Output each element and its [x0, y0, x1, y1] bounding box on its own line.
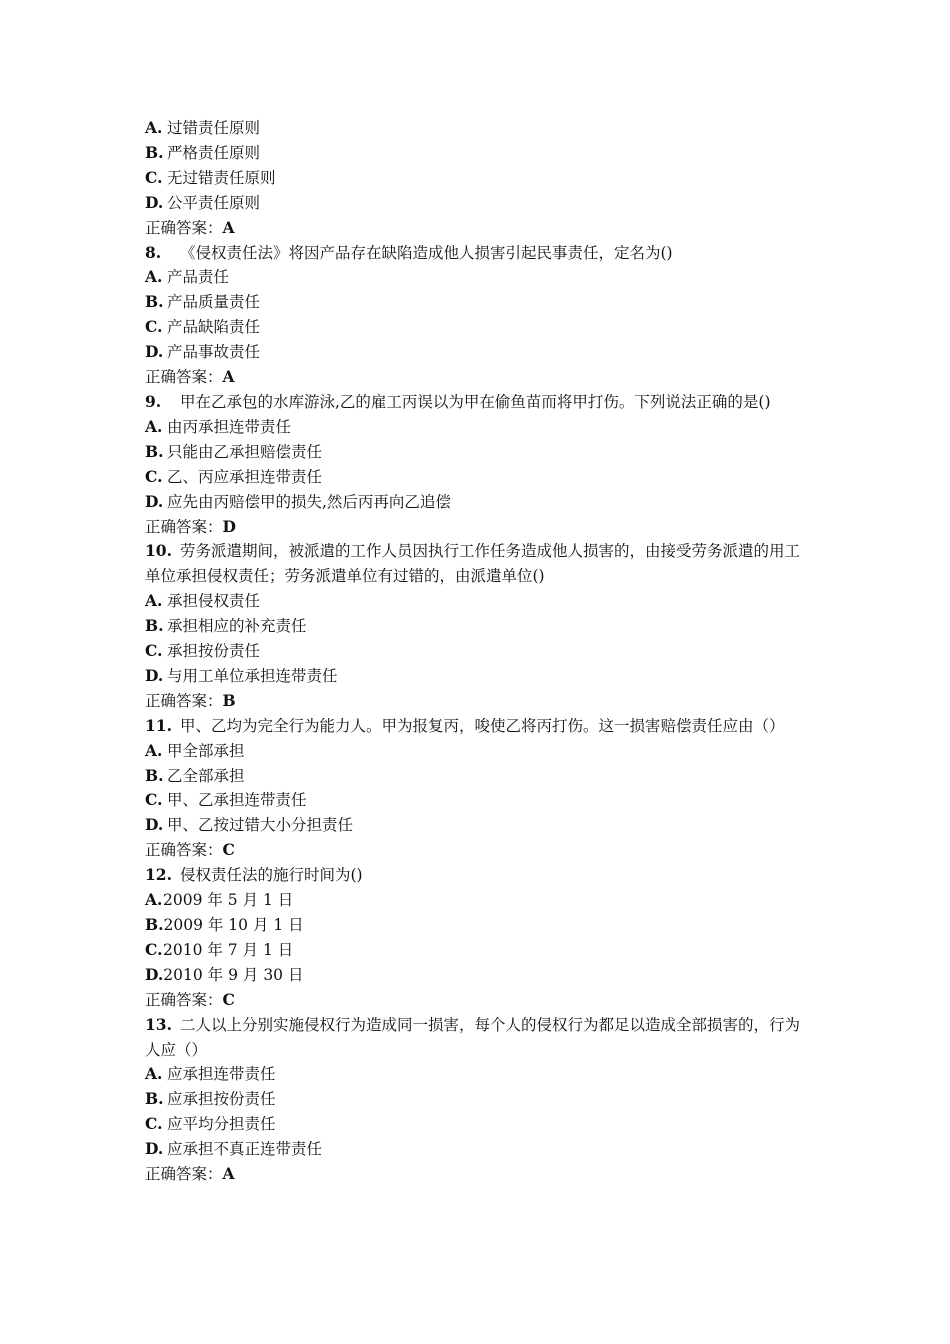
option-label: B.	[145, 441, 164, 461]
answer-prefix: 正确答案：	[145, 990, 223, 1009]
option-d	[145, 963, 810, 988]
answer-value: A	[222, 367, 235, 387]
option-text: 产品缺陷责任	[167, 318, 261, 337]
question-text: 劳务派遣期间，被派遣的工作人员因执行工作任务造成他人损害的，由接受劳务派遣的用工单位承担侵权责任；劳务派遣单位有过错的，由派遣单位()	[145, 542, 801, 586]
option-a	[145, 888, 810, 913]
option-text: 承担相应的补充责任	[167, 617, 307, 636]
option-label: B.	[145, 616, 164, 636]
question-number: 12.	[145, 865, 172, 885]
option-text: 应承担按份责任	[167, 1090, 276, 1109]
option-c	[145, 788, 810, 813]
option-d	[145, 664, 810, 689]
option-text: 承担侵权责任	[167, 592, 261, 611]
question-stem	[145, 241, 810, 266]
option-b	[145, 290, 810, 315]
option-text: 应先由丙赔偿甲的损失,然后丙再向乙追偿	[167, 492, 451, 511]
question-text: 二人以上分别实施侵权行为造成同一损害，每个人的侵权行为都足以造成全部损害的，行为人应（）	[145, 1015, 801, 1059]
question-number: 9.	[145, 391, 162, 411]
option-text: 甲全部承担	[167, 741, 245, 760]
option-b	[145, 141, 810, 166]
option-label: C.	[145, 939, 163, 959]
option-label: C.	[145, 466, 163, 486]
option-a	[145, 589, 810, 614]
answer-prefix: 正确答案：	[145, 517, 223, 536]
option-c	[145, 938, 810, 963]
option-text: 2010 年 7 月 1 日	[163, 940, 294, 959]
option-label: C.	[145, 641, 163, 661]
option-label: C.	[145, 317, 163, 337]
option-label: C.	[145, 1114, 163, 1134]
option-a	[145, 415, 810, 440]
question-8-block	[145, 241, 810, 390]
option-text: 2010 年 9 月 30 日	[163, 965, 304, 984]
option-a	[145, 265, 810, 290]
option-label: D.	[145, 192, 164, 212]
option-label: B.	[145, 1089, 164, 1109]
option-c	[145, 1112, 810, 1137]
option-label: D.	[145, 491, 164, 511]
option-label: A.	[145, 267, 163, 287]
option-d	[145, 340, 810, 365]
question-number: 8.	[145, 242, 162, 262]
option-c	[145, 315, 810, 340]
option-text: 应承担不真正连带责任	[167, 1140, 323, 1159]
question-12-block	[145, 863, 810, 1012]
question-10-block	[145, 539, 810, 713]
option-label: D.	[145, 1139, 164, 1159]
option-label: B.	[145, 292, 164, 312]
option-label: D.	[145, 964, 164, 984]
option-b	[145, 614, 810, 639]
option-label: D.	[145, 815, 164, 835]
option-text: 应平均分担责任	[167, 1115, 276, 1134]
option-text: 承担按份责任	[167, 642, 261, 661]
option-label: B.	[145, 765, 164, 785]
question-stem	[145, 539, 810, 589]
question-stem	[145, 390, 810, 415]
option-label: A.	[145, 890, 163, 910]
question-stem	[145, 714, 810, 739]
answer-line	[145, 988, 810, 1013]
option-d	[145, 191, 810, 216]
answer-line	[145, 1162, 810, 1187]
option-c	[145, 639, 810, 664]
option-label: D.	[145, 342, 164, 362]
option-label: A.	[145, 118, 163, 137]
option-text: 2009 年 10 月 1 日	[163, 916, 304, 934]
question-13-block	[145, 1013, 810, 1187]
question-9-block	[145, 390, 810, 539]
option-text: 无过错责任原则	[167, 168, 276, 187]
answer-line	[145, 216, 810, 241]
option-c	[145, 465, 810, 490]
option-label: D.	[145, 665, 164, 685]
option-b	[145, 764, 810, 789]
option-text: 产品责任	[167, 268, 230, 287]
question-number: 11.	[145, 715, 172, 735]
option-a	[145, 1062, 810, 1087]
prev-question-block	[145, 116, 810, 241]
answer-value: A	[222, 1164, 235, 1184]
option-label: C.	[145, 790, 163, 810]
question-text: 侵权责任法的施行时间为()	[180, 866, 363, 885]
answer-prefix: 正确答案：	[145, 218, 223, 237]
answer-line	[145, 838, 810, 863]
option-text: 产品事故责任	[167, 343, 261, 362]
question-text: 甲在乙承包的水库游泳,乙的雇工丙误以为甲在偷鱼苗而将甲打伤。下列说法正确的是()	[180, 392, 771, 411]
option-b	[145, 913, 810, 938]
answer-line	[145, 515, 810, 540]
option-label: B.	[145, 142, 164, 162]
answer-value: C	[222, 989, 235, 1009]
option-text: 产品质量责任	[167, 293, 261, 312]
answer-line	[145, 689, 810, 714]
option-text: 公平责任原则	[167, 193, 261, 212]
option-label: A.	[145, 740, 163, 760]
question-text: 《侵权责任法》将因产品存在缺陷造成他人损害引起民事责任，定名为()	[180, 243, 673, 262]
answer-value: B	[222, 690, 236, 710]
answer-value: D	[222, 516, 236, 536]
option-label: B.	[145, 915, 164, 934]
option-d	[145, 490, 810, 515]
option-text: 2009 年 5 月 1 日	[163, 891, 294, 910]
answer-prefix: 正确答案：	[145, 1165, 223, 1184]
option-label: A.	[145, 416, 163, 436]
answer-value: A	[222, 217, 235, 237]
question-11-block	[145, 714, 810, 863]
option-d	[145, 813, 810, 838]
option-text: 乙、丙应承担连带责任	[167, 467, 323, 486]
answer-prefix: 正确答案：	[145, 368, 223, 387]
option-text: 过错责任原则	[167, 119, 261, 137]
answer-prefix: 正确答案：	[145, 841, 223, 860]
option-text: 乙全部承担	[167, 766, 245, 785]
option-b	[145, 440, 810, 465]
option-text: 由丙承担连带责任	[167, 417, 292, 436]
option-a	[145, 116, 810, 141]
answer-prefix: 正确答案：	[145, 691, 223, 710]
question-number: 10.	[145, 541, 172, 561]
option-c	[145, 166, 810, 191]
answer-line	[145, 365, 810, 390]
option-label: A.	[145, 591, 163, 611]
option-label: C.	[145, 167, 163, 187]
question-number: 13.	[145, 1014, 172, 1034]
option-text: 只能由乙承担赔偿责任	[167, 442, 323, 461]
document-page	[145, 116, 810, 1187]
option-d	[145, 1137, 810, 1162]
question-stem	[145, 1013, 810, 1063]
option-a	[145, 739, 810, 764]
question-text: 甲、乙均为完全行为能力人。甲为报复丙，唆使乙将丙打伤。这一损害赔偿责任应由（）	[180, 716, 785, 735]
option-text: 甲、乙按过错大小分担责任	[167, 816, 354, 835]
option-text: 与用工单位承担连带责任	[167, 666, 338, 685]
answer-value: C	[222, 840, 235, 860]
option-text: 甲、乙承担连带责任	[167, 791, 307, 810]
option-label: A.	[145, 1064, 163, 1084]
option-b	[145, 1087, 810, 1112]
option-text: 应承担连带责任	[167, 1065, 276, 1084]
option-text: 严格责任原则	[167, 143, 261, 162]
question-stem	[145, 863, 810, 888]
